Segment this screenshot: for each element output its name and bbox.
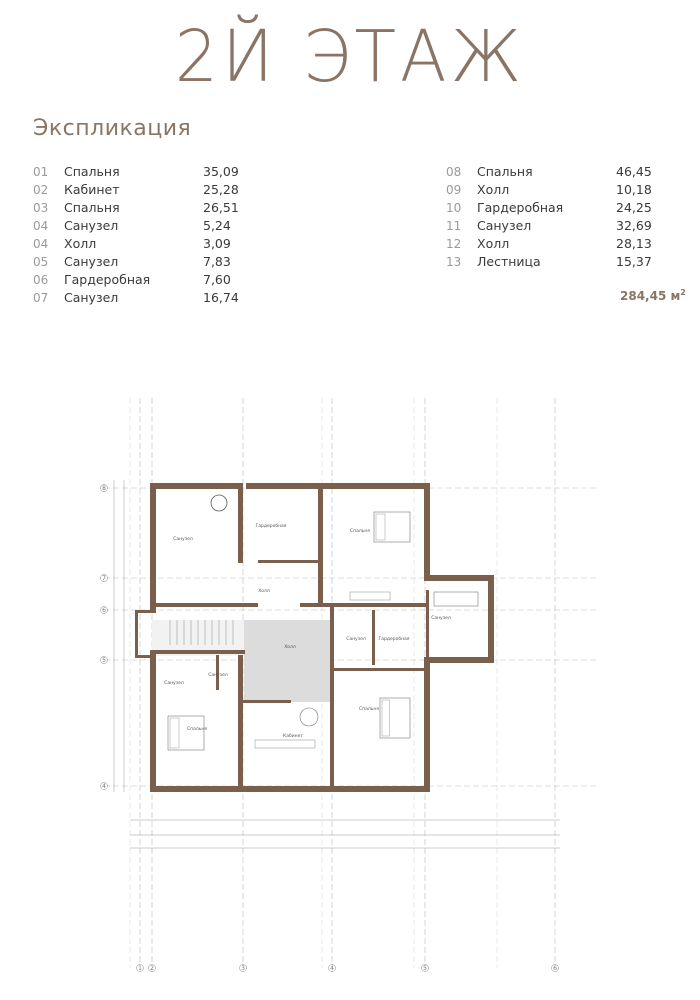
room-name: Санузел — [64, 254, 119, 269]
interior-wall — [330, 603, 334, 788]
room-area: 5,24 — [203, 218, 231, 233]
room-area: 25,28 — [203, 182, 239, 197]
room-name: Санузел — [64, 290, 119, 305]
room-number: 10 — [446, 201, 462, 215]
wall — [424, 657, 494, 663]
room-name: Холл — [477, 182, 510, 197]
interior-wall — [334, 668, 426, 671]
room-label: Гардеробная — [378, 637, 410, 642]
room-name: Холл — [477, 236, 510, 251]
room-area: 15,37 — [616, 254, 652, 269]
wall — [424, 575, 494, 581]
room-area: 35,09 — [203, 164, 239, 179]
room-label: Гардеробная — [255, 524, 287, 529]
pillow — [376, 514, 385, 540]
room-label: Кабинет — [283, 734, 303, 739]
axis-label: 1 — [138, 965, 142, 972]
axis-label: 8 — [102, 485, 106, 492]
room-number: 08 — [446, 165, 462, 179]
room-number: 05 — [33, 255, 49, 269]
wall — [488, 575, 494, 663]
room-name: Лестница — [477, 254, 541, 269]
total-area-value: 284,45 м — [620, 289, 681, 303]
interior-wall — [300, 603, 428, 607]
room-number: 04 — [33, 237, 49, 251]
room-name: Гардеробная — [64, 272, 151, 287]
room-area: 28,13 — [616, 236, 652, 251]
floor-plan — [0, 380, 700, 980]
wall — [135, 610, 138, 658]
room-area: 24,25 — [616, 200, 652, 215]
pillow — [170, 718, 179, 748]
room-area: 32,69 — [616, 218, 652, 233]
axis-label: 5 — [102, 657, 106, 664]
room-label: Холл — [284, 645, 296, 650]
axis-label: 2 — [150, 965, 154, 972]
interior-wall — [318, 483, 323, 603]
bed — [168, 716, 204, 750]
room-area: 3,09 — [203, 236, 231, 251]
room-number: 09 — [446, 183, 462, 197]
axis-label: 6 — [102, 607, 106, 614]
room-number: 01 — [33, 165, 49, 179]
bathtub-round — [211, 495, 227, 511]
room-name: Спальня — [64, 200, 120, 215]
room-number: 11 — [446, 219, 462, 233]
wall — [424, 483, 430, 578]
room-name: Кабинет — [64, 182, 120, 197]
room-name: Санузел — [64, 218, 119, 233]
room-name: Гардеробная — [477, 200, 564, 215]
interior-wall — [150, 650, 245, 654]
sofa — [350, 592, 390, 600]
interior-wall — [238, 483, 243, 563]
axis-label: 5 — [423, 965, 427, 972]
wall — [150, 786, 430, 792]
room-number: 04 — [33, 219, 49, 233]
room-label: Спальня — [186, 727, 208, 732]
interior-wall — [243, 700, 291, 703]
bathtub — [434, 592, 478, 606]
bed — [374, 512, 410, 542]
axis-label: 4 — [102, 783, 106, 790]
room-number: 12 — [446, 237, 462, 251]
pillow — [382, 700, 390, 736]
room-label: Холл — [258, 589, 270, 594]
room-area: 16,74 — [203, 290, 239, 305]
room-name: Спальня — [64, 164, 120, 179]
interior-wall — [150, 603, 258, 607]
interior-wall — [372, 610, 375, 665]
interior-wall — [258, 560, 318, 563]
hall-fill — [244, 620, 332, 702]
page-title: 2Й ЭТАЖ — [174, 16, 526, 99]
room-area: 7,83 — [203, 254, 231, 269]
wall — [424, 657, 430, 790]
axis-label: 3 — [241, 965, 245, 972]
room-label: Санузел — [431, 616, 451, 621]
room-area: 10,18 — [616, 182, 652, 197]
wall — [150, 483, 156, 613]
room-number: 06 — [33, 273, 49, 287]
room-label: Санузел — [208, 673, 228, 678]
room-label: Спальня — [349, 529, 371, 534]
wall — [322, 483, 430, 489]
room-label: Санузел — [164, 681, 184, 686]
room-label: Спальня — [358, 707, 380, 712]
room-area: 26,51 — [203, 200, 239, 215]
interior-wall — [426, 590, 429, 660]
room-area: 7,60 — [203, 272, 231, 287]
room-name: Холл — [64, 236, 97, 251]
interior-wall — [238, 655, 243, 790]
axis-label: 7 — [102, 575, 106, 582]
desk — [255, 740, 315, 748]
round-table — [300, 708, 318, 726]
bed — [380, 698, 410, 738]
wall — [246, 483, 322, 489]
total-area — [620, 288, 686, 303]
room-name: Спальня — [477, 164, 533, 179]
room-label: Санузел — [173, 537, 193, 542]
explication-heading: Экспликация — [33, 116, 192, 141]
wall — [150, 483, 240, 489]
room-area: 46,45 — [616, 164, 652, 179]
room-number: 13 — [446, 255, 462, 269]
room-number: 07 — [33, 291, 49, 305]
room-number: 03 — [33, 201, 49, 215]
wall — [150, 650, 156, 790]
room-number: 02 — [33, 183, 49, 197]
room-name: Санузел — [477, 218, 532, 233]
total-area-unit-sup: 2 — [680, 288, 686, 297]
axis-label: 4 — [330, 965, 334, 972]
room-label: Санузел — [346, 637, 366, 642]
axis-label: 6 — [553, 965, 557, 972]
